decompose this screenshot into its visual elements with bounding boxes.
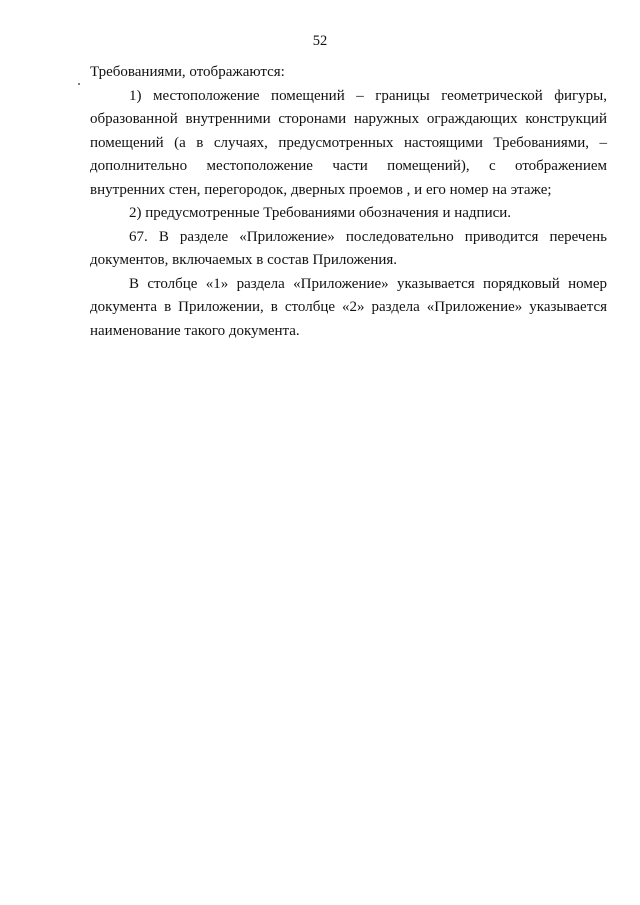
document-body (90, 61, 607, 343)
paragraph-columns: В столбце «1» раздела «Приложение» указывается порядковый номер документа в Приложении, в столбце «2» раздела «Приложение» указывается наименование такого документа. (90, 275, 607, 339)
page-number: 52 (312, 33, 328, 49)
scan-speck (78, 83, 80, 85)
paragraph-item-2: 2) предусмотренные Требованиями обозначения и надписи. (129, 205, 512, 221)
paragraph-item-1: 1) местоположение помещений – границы геометрической фигуры, образованной внутренними сторонами наружных ограждающих конструкций помещений (а в случаях, предусмотренных настоящими Требованиями, – дополнительно местоположение части помещений), с отображением внутренних стен, перегородок, дверных проемов , и его номер на этаже; (90, 87, 607, 198)
paragraph-section-67: 67. В разделе «Приложение» последовательно приводится перечень документов, включаемых в состав Приложения. (90, 228, 607, 268)
paragraph-continuation: Требованиями, отображаются: (90, 64, 285, 80)
